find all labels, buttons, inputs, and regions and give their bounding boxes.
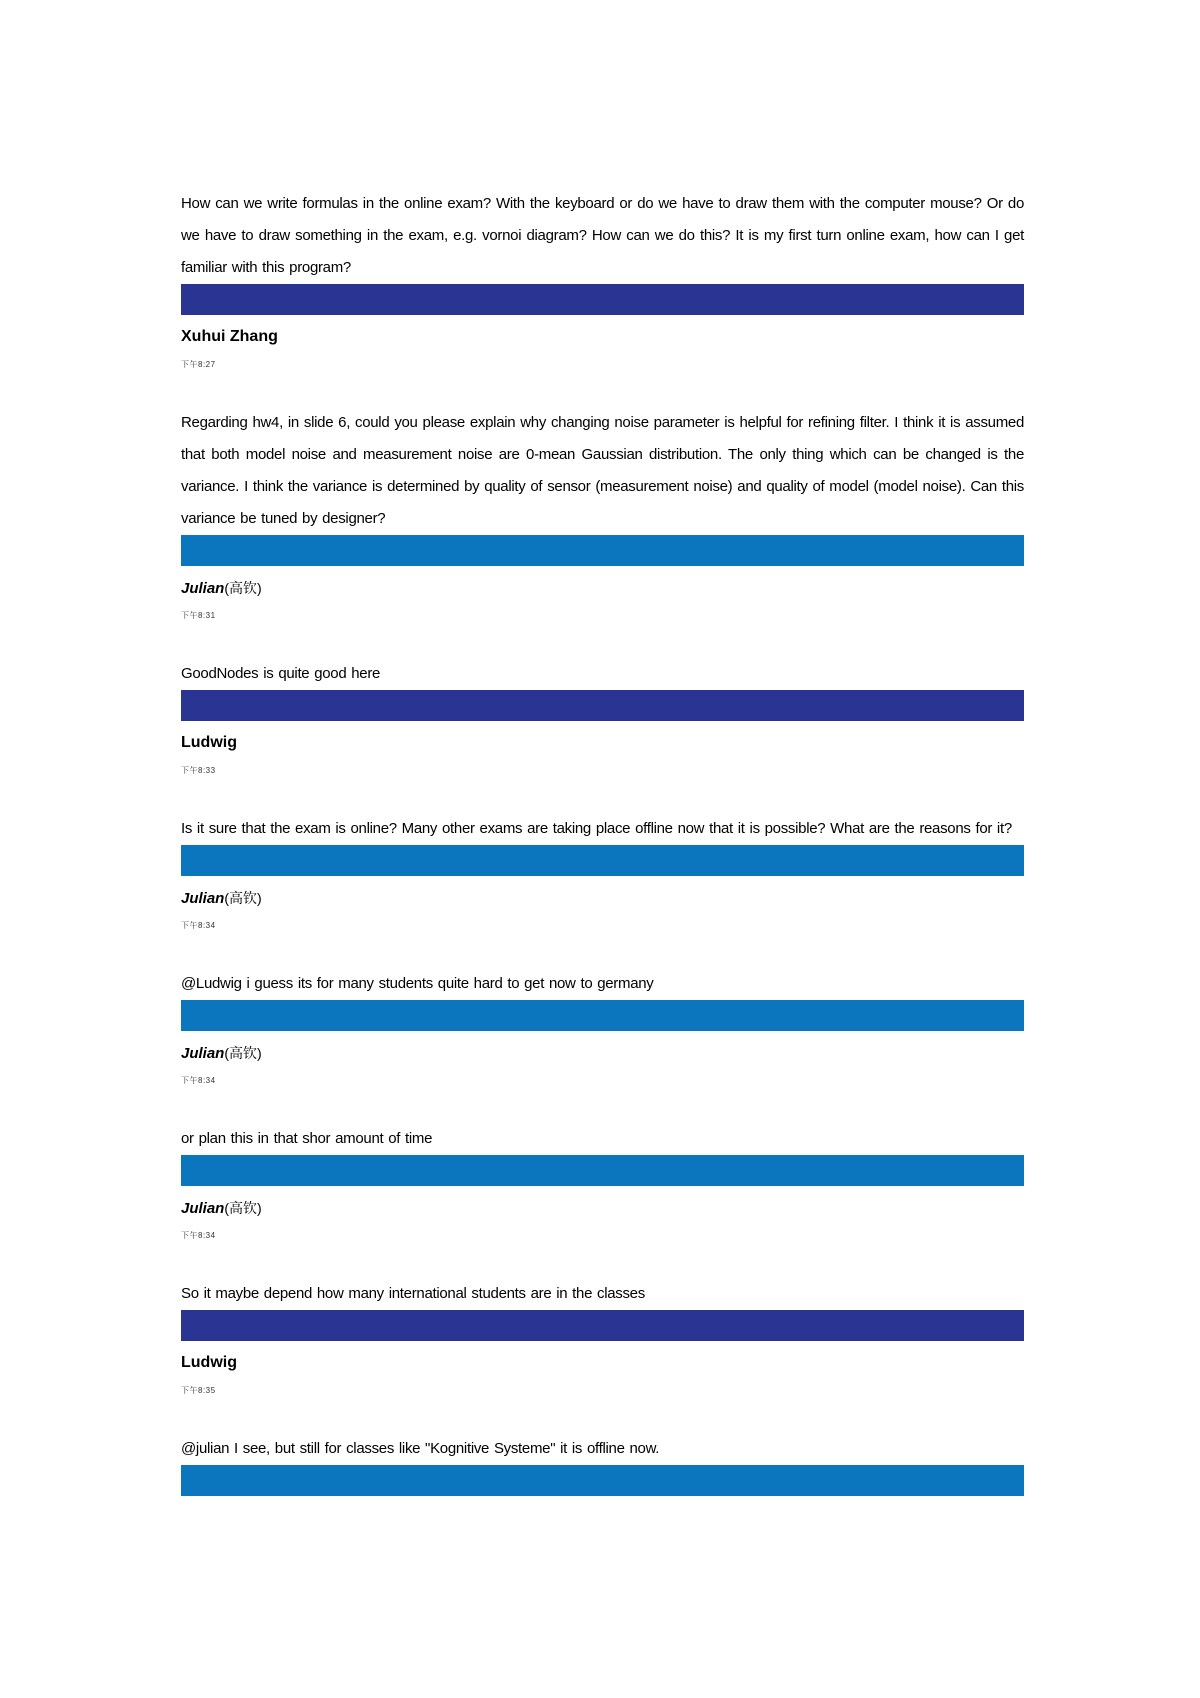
- separator-bar: [181, 845, 1024, 876]
- message-text: GoodNodes is quite good here: [181, 665, 381, 682]
- separator-bar: [181, 535, 1024, 566]
- author-name: Julian(高钦): [181, 1200, 262, 1217]
- separator-bar: [181, 1465, 1024, 1496]
- message-thread: [181, 188, 1024, 1496]
- timestamp: 下午8:34: [181, 1231, 216, 1240]
- message: [181, 1039, 1024, 1186]
- message: [181, 574, 1024, 721]
- separator-bar: [181, 690, 1024, 721]
- author-name: Xuhui Zhang: [181, 328, 278, 345]
- separator-bar: [181, 1310, 1024, 1341]
- timestamp: 下午8:34: [181, 921, 216, 930]
- timestamp: 下午8:35: [181, 1386, 216, 1395]
- message-text: @Ludwig i guess its for many students quite hard to get now to germany: [181, 975, 654, 992]
- author-name: Ludwig: [181, 734, 237, 751]
- author-cn-name: (高钦): [224, 1200, 262, 1216]
- message: [181, 188, 1024, 315]
- timestamp: 下午8:31: [181, 611, 216, 620]
- author-name: Julian(高钦): [181, 580, 262, 597]
- separator-bar: [181, 284, 1024, 315]
- author-cn-name: (高钦): [224, 1045, 262, 1061]
- message: [181, 1194, 1024, 1341]
- timestamp: 下午8:34: [181, 1076, 216, 1085]
- message-text: or plan this in that shor amount of time: [181, 1130, 433, 1147]
- author-name: Ludwig: [181, 1354, 237, 1371]
- message-text: @julian I see, but still for classes like "Kognitive Systeme" it is offline now.: [181, 1440, 660, 1457]
- message-text: How can we write formulas in the online exam? With the keyboard or do we have to draw them with the computer mouse? Or do we have to draw something in the exam, e.g. vornoi diagram? How can we do this? It is my first turn online exam, how can I get familiar with this program?: [181, 195, 1024, 276]
- message: [181, 323, 1024, 566]
- separator-bar: [181, 1155, 1024, 1186]
- separator-bar: [181, 1000, 1024, 1031]
- message: [181, 729, 1024, 876]
- message-text: Regarding hw4, in slide 6, could you please explain why changing noise parameter is helpful for refining filter. I think it is assumed that both model noise and measurement noise are 0-mean Gaussian distribution. The only thing which can be changed is the variance. I think the variance is determined by quality of sensor (measurement noise) and quality of model (model noise). Can this variance be tuned by designer?: [181, 414, 1024, 527]
- message: [181, 884, 1024, 1031]
- author-name: Julian(高钦): [181, 1045, 262, 1062]
- message: [181, 1349, 1024, 1496]
- timestamp: 下午8:27: [181, 360, 216, 369]
- author-cn-name: (高钦): [224, 890, 262, 906]
- timestamp: 下午8:33: [181, 766, 216, 775]
- author-cn-name: (高钦): [224, 580, 262, 596]
- author-name: Julian(高钦): [181, 890, 262, 907]
- message-text: Is it sure that the exam is online? Many other exams are taking place offline now that it is possible? What are the reasons for it?: [181, 820, 1012, 837]
- message-text: So it maybe depend how many international students are in the classes: [181, 1285, 645, 1302]
